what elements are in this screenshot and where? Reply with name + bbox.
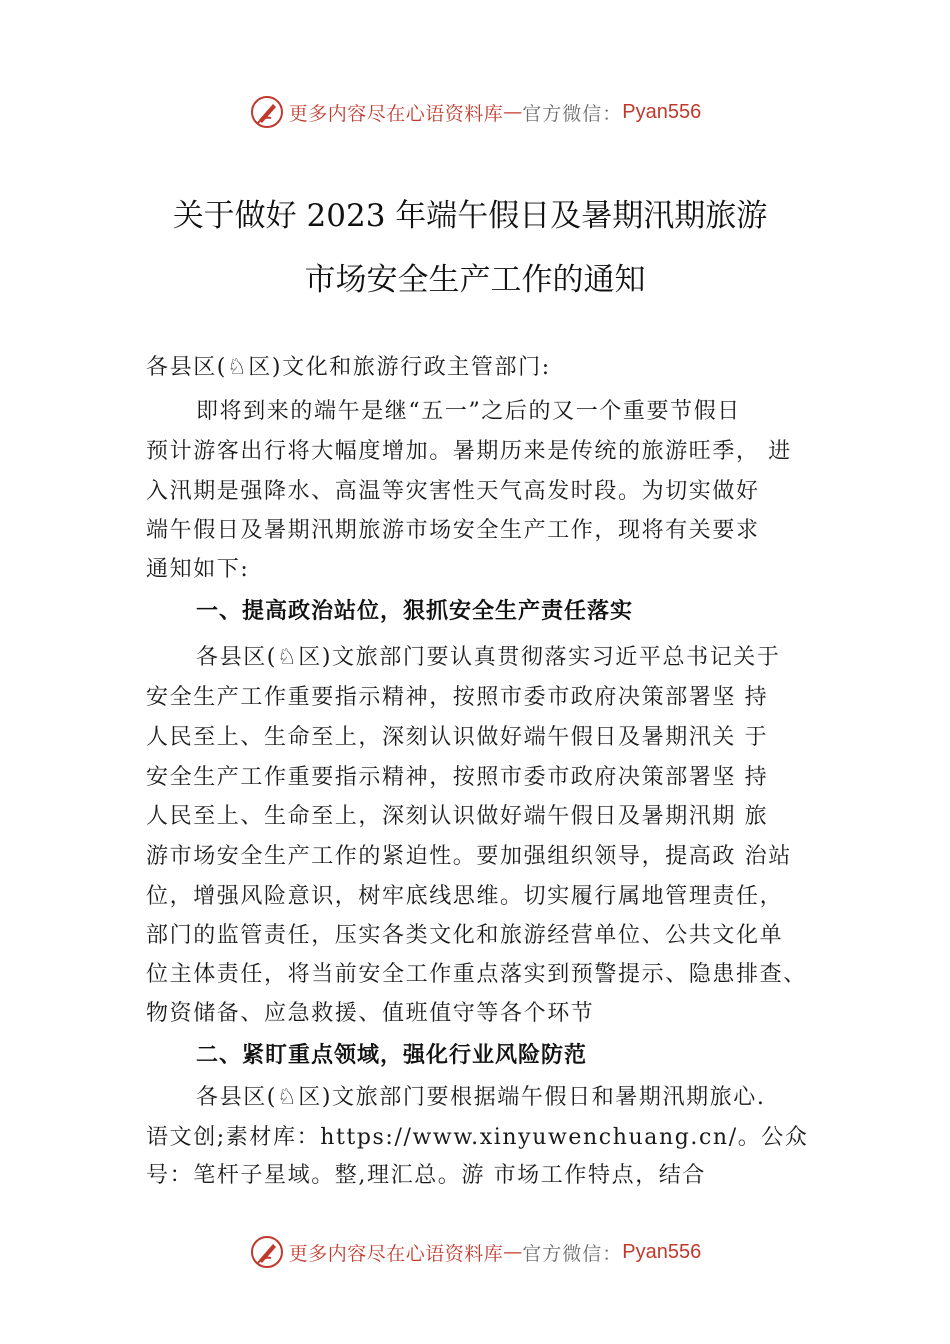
intro-line: 即将到来的端午是继“五一”之后的又一个重要节假日 [196,399,741,424]
section-1-line: 部门的监管责任，压实各类文化和旅游经营单位、公共文化单 [146,923,784,948]
section-1-line: 安全生产工作重要指示精神，按照市委市政府决策部署坚 持 [146,765,769,790]
document-title-line-2: 市场安全生产工作的通知 [304,262,646,298]
section-1-line: 位主体责任，将当前安全工作重点落实到预警提示、隐患排查、 [146,962,807,987]
section-1-line: 人民至上、生命至上，深刻认识做好端午假日及暑期汛期 旅 [146,804,769,829]
section-1-line: 人民至上、生命至上，深刻认识做好端午假日及暑期汛关 于 [146,725,769,750]
section-1-line: 各县区(♘区)文旅部门要认真贯彻落实习近平总书记关于 [196,645,781,670]
section-2-heading: 二、紧盯重点领域，强化行业风险防范 [196,1043,588,1068]
section-1-line: 安全生产工作重要指示精神，按照市委市政府决策部署坚 持 [146,685,769,710]
section-1-line: 游市场安全生产工作的紧迫性。要加强组织领导，提高政 治站 [146,844,792,869]
watermark-dash: — [503,101,523,123]
intro-line: 预计游客出行将大幅度增加。暑期历来是传统的旅游旺季， 进 [146,439,792,464]
watermark-dash: — [503,1241,523,1263]
intro-line: 通知如下: [146,557,250,582]
section-1-heading: 一、提高政治站位，狠抓安全生产责任落实 [196,599,634,624]
pen-seal-logo-icon [249,1234,285,1270]
watermark-banner-top [0,94,950,130]
pen-seal-logo-icon [249,94,285,130]
watermark-wechat-id: Pyan556 [622,100,702,123]
salutation: 各县区(♘区)文化和旅游行政主管部门: [146,355,551,380]
section-2-line: 号：笔杆子星域。整,理汇总。游 市场工作特点，结合 [146,1163,706,1188]
watermark-wechat-id: Pyan556 [622,1240,702,1263]
section-1-line: 位，增强风险意识，树牢底线思维。切实履行属地管理责任， [146,884,784,909]
intro-line: 入汛期是强降水、高温等灾害性天气高发时段。为切实做好 [146,479,760,504]
watermark-text: 更多内容尽在心语资料库 [288,1242,504,1265]
section-2-line: 语文创;素材库：https://www.xinyuwenchuang.cn/。公众 [146,1125,809,1150]
watermark-text: 更多内容尽在心语资料库 [288,102,504,125]
section-2-line: 各县区(♘区)文旅部门要根据端午假日和暑期汛期旅心. [196,1085,766,1110]
watermark-label: 官方微信： [522,102,623,125]
intro-line: 端午假日及暑期汛期旅游市场安全生产工作，现将有关要求 [146,518,760,543]
watermark-banner-bottom [0,1234,950,1270]
section-1-line: 物资储备、应急救援、值班值守等各个环节 [146,1001,595,1026]
document-title-line-1: 关于做好 2023 年端午假日及暑期汛期旅游 [172,198,768,234]
watermark-label: 官方微信： [522,1242,623,1265]
